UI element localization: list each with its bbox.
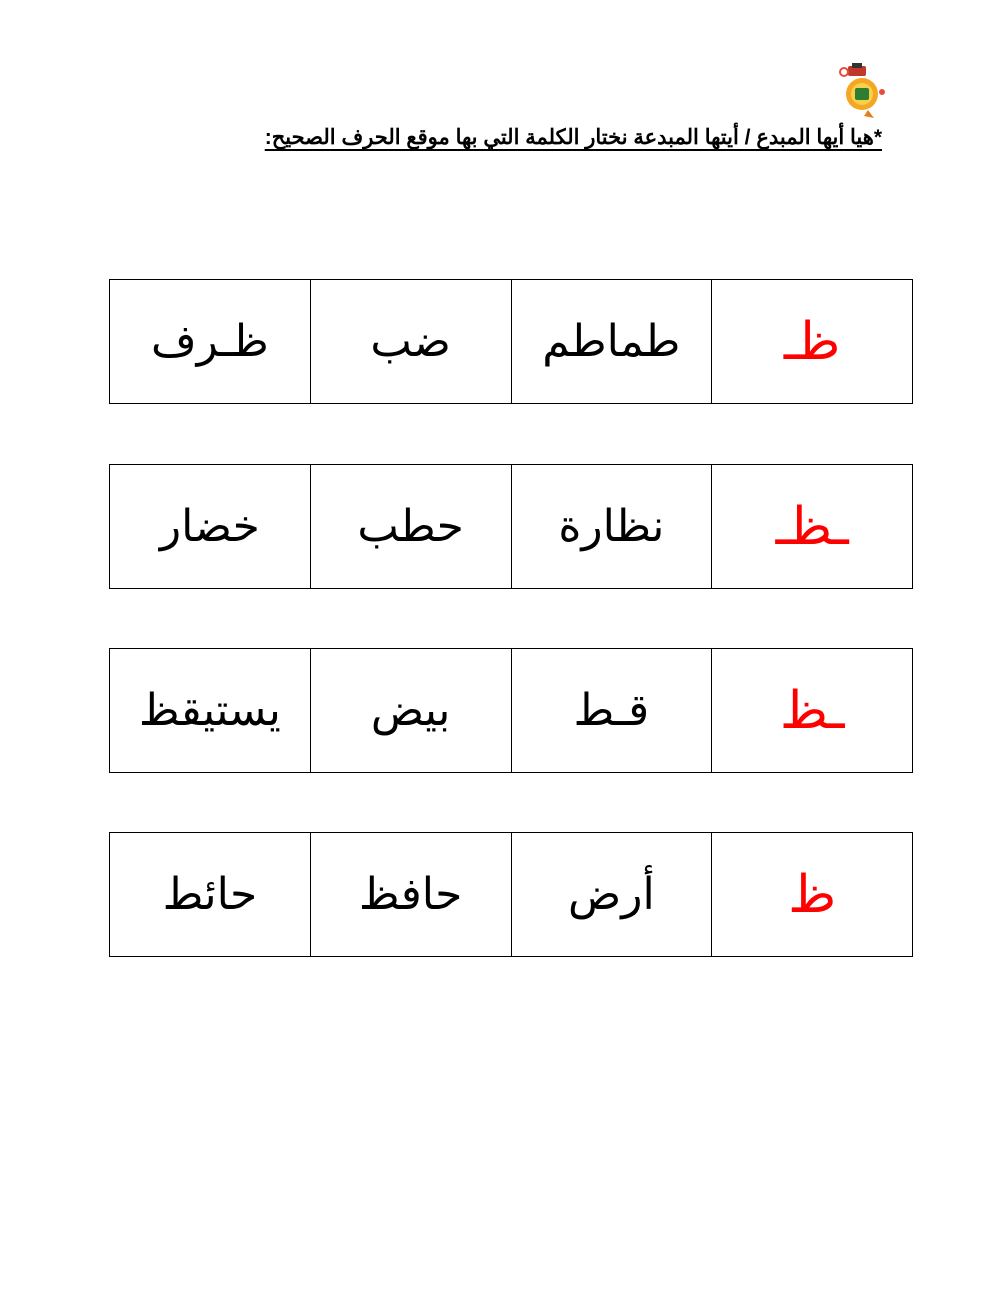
target-letter: ـظ	[712, 649, 913, 773]
word-cell[interactable]: طماطم	[511, 280, 712, 404]
word-cell[interactable]: حافظ	[310, 833, 511, 957]
word-cell[interactable]: قـط	[511, 649, 712, 773]
target-letter: ظ	[712, 833, 913, 957]
word-row-4	[109, 832, 913, 957]
word-cell[interactable]: خضار	[110, 465, 311, 589]
word-row-2	[109, 464, 913, 589]
word-cell[interactable]: ظـرف	[110, 280, 311, 404]
instruction-text: *هيا أيها المبدع / أيتها المبدعة نختار الكلمة التي بها موقع الحرف الصحيح:	[264, 126, 882, 149]
word-cell[interactable]: حطب	[310, 465, 511, 589]
word-cell[interactable]: نظارة	[511, 465, 712, 589]
word-cell[interactable]: ضب	[310, 280, 511, 404]
target-letter: ظـ	[712, 280, 913, 404]
word-row-1	[109, 279, 913, 404]
word-cell[interactable]: أرض	[511, 833, 712, 957]
word-row-3	[109, 648, 913, 773]
word-cell[interactable]: يستيقظ	[110, 649, 311, 773]
word-cell[interactable]: حائط	[110, 833, 311, 957]
target-letter: ـظـ	[712, 465, 913, 589]
word-cell[interactable]: بيض	[310, 649, 511, 773]
mascot-logo-icon	[838, 62, 886, 120]
